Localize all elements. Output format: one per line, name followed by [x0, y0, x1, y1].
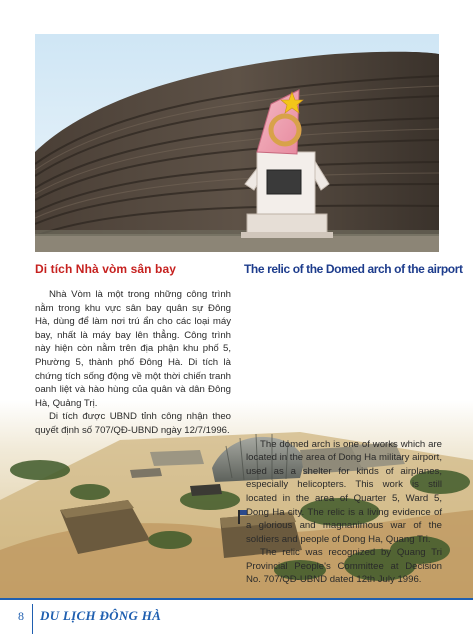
domed-arch-hangar-monument-photo-icon	[35, 34, 439, 252]
body-vietnamese-paragraph-2: Di tích được UBND tỉnh công nhận theo quyết định số 707/QĐ-UBND ngày 12/7/1996.	[35, 411, 231, 436]
footer-rule	[0, 598, 473, 600]
body-vietnamese-paragraph-1: Nhà Vòm là một trong những công trình nằm trong khu vực sân bay quân sự Đông Hà, dùng để làm nơi trú ẩn cho các loại máy bay, nhất là máy bay lên thẳng. Công trình này hiện còn nằm trên địa phận khu phố 5, Phường 5, thành phố Đông Hà. Di tích là chứng tích sống động về một thời chiến tranh oanh liệt và hào hùng của quân và dân Đông Hà, Quảng Trị.	[35, 289, 231, 409]
heading-english: The relic of the Domed arch of the airport	[244, 262, 463, 276]
footer-separator	[32, 604, 33, 634]
body-english	[246, 438, 442, 588]
heading-vietnamese: Di tích Nhà vòm sân bay	[35, 262, 177, 276]
footer-title: DU LỊCH ĐÔNG HÀ	[40, 608, 162, 623]
body-english-paragraph-2: The relic was recognized by Quang Tri Provincial People's Committee at Decision No. 707/QĐ-UBND dated 12th July 1996.	[246, 547, 442, 586]
body-english-paragraph-1: The domed arch is one of works which are located in the area of Dong Ha military airport, used as a shelter for kinds of airplanes, especially helicopters. This work is still located in the area of Quarter 5, Ward 5, Dong Ha city. The relic is a living evidence of a glorious and magnanimous war of the soldiers and people of Dong Ha, Quang Tri.	[246, 438, 442, 545]
page-footer	[0, 598, 473, 640]
body-vietnamese	[35, 288, 231, 438]
page-number: 8	[18, 609, 24, 623]
